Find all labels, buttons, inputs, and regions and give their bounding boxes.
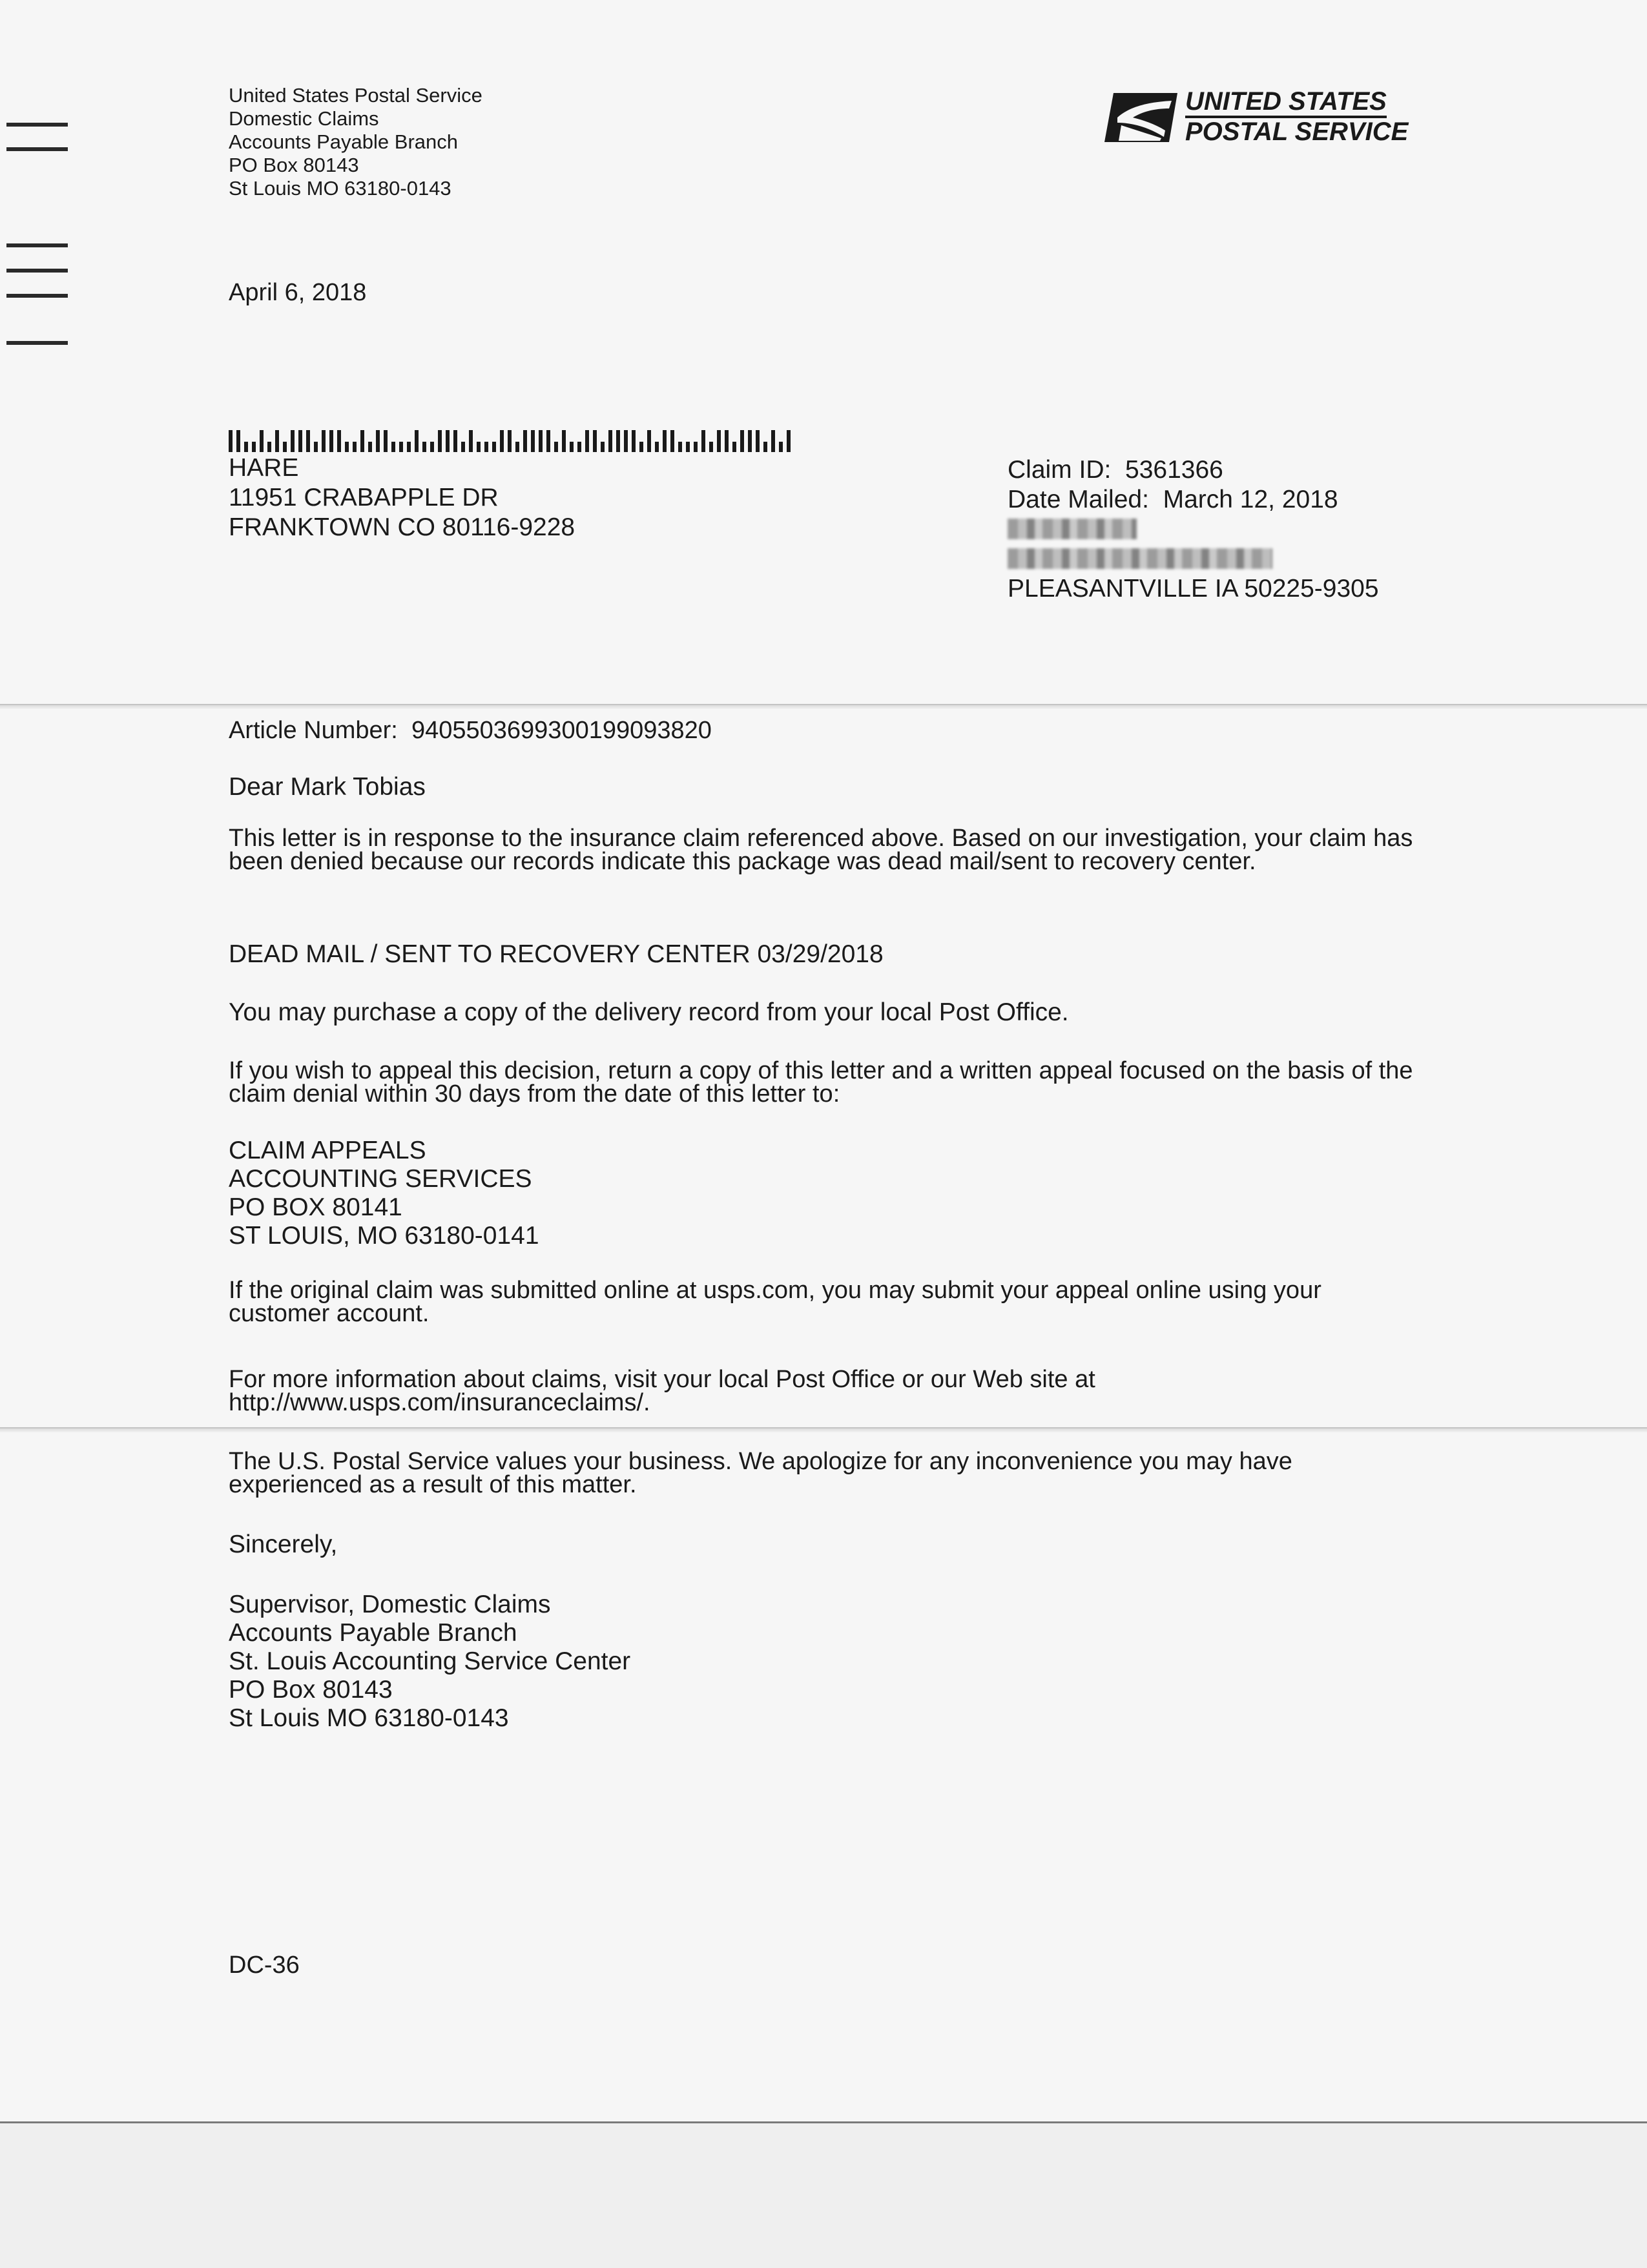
barcode-bar bbox=[477, 442, 481, 452]
paragraph-delivery-record: You may purchase a copy of the delivery record from your local Post Office. bbox=[229, 998, 1069, 1026]
barcode-bar bbox=[345, 442, 349, 452]
usps-logo bbox=[1104, 87, 1409, 146]
paragraph-status: DEAD MAIL / SENT TO RECOVERY CENTER 03/29/2018 bbox=[229, 940, 884, 968]
appeals-address bbox=[229, 1137, 539, 1250]
barcode-bar bbox=[670, 430, 674, 452]
barcode-bar bbox=[756, 430, 760, 452]
signature-line: Accounts Payable Branch bbox=[229, 1619, 517, 1647]
barcode-bar bbox=[446, 430, 450, 452]
letter-date: April 6, 2018 bbox=[229, 279, 367, 306]
barcode-bar bbox=[601, 442, 605, 452]
logo-line-1: UNITED STATES bbox=[1185, 88, 1387, 118]
closing: Sincerely, bbox=[229, 1531, 338, 1558]
barcode-bar bbox=[593, 430, 597, 452]
paragraph-appeal: If you wish to appeal this decision, return a copy of this letter and a written appeal focused on the basis of the claim denial within 30 days from the date of this letter to: bbox=[229, 1057, 1413, 1108]
barcode-bar bbox=[678, 442, 682, 452]
barcode-bar bbox=[399, 442, 403, 452]
barcode-bar bbox=[384, 430, 388, 452]
signature-line: PO Box 80143 bbox=[229, 1676, 393, 1704]
barcode-bar bbox=[779, 442, 783, 452]
fold-line bbox=[0, 1427, 1647, 1432]
barcode-bar bbox=[663, 430, 667, 452]
fold-line bbox=[0, 704, 1647, 709]
barcode-bar bbox=[639, 442, 643, 452]
claim-id-row bbox=[1008, 455, 1379, 485]
signature-line: St. Louis Accounting Service Center bbox=[229, 1647, 631, 1675]
barcode-bar bbox=[500, 430, 504, 452]
barcode-bar bbox=[608, 430, 612, 452]
logo-line-2: POSTAL SERVICE bbox=[1185, 118, 1409, 146]
paragraph-online-appeal: If the original claim was submitted online at usps.com, you may submit your appeal online using your customer account. bbox=[229, 1277, 1321, 1327]
barcode-bar bbox=[291, 430, 295, 452]
sorting-mark bbox=[6, 243, 68, 247]
barcode-bar bbox=[314, 442, 318, 452]
date-mailed-row bbox=[1008, 485, 1379, 515]
sender-line: Domestic Claims bbox=[229, 107, 379, 130]
barcode-bar bbox=[748, 430, 752, 452]
signature-block bbox=[229, 1591, 630, 1733]
redaction-block bbox=[1008, 519, 1137, 539]
barcode-bar bbox=[337, 430, 341, 452]
barcode-bar bbox=[469, 430, 473, 452]
barcode-bar bbox=[260, 430, 264, 452]
sender-line: St Louis MO 63180-0143 bbox=[229, 177, 451, 200]
barcode-bar bbox=[236, 430, 240, 452]
barcode-bar bbox=[701, 430, 705, 452]
signature-line: St Louis MO 63180-0143 bbox=[229, 1704, 509, 1732]
barcode-bar bbox=[298, 430, 302, 452]
barcode-bar bbox=[422, 442, 426, 452]
barcode-bar bbox=[492, 442, 496, 452]
scanner-background bbox=[0, 2121, 1647, 2268]
signature-line: Supervisor, Domestic Claims bbox=[229, 1591, 551, 1618]
sender-line: United States Postal Service bbox=[229, 84, 482, 107]
barcode-bar bbox=[415, 430, 419, 452]
barcode-bar bbox=[229, 430, 233, 452]
sorting-mark bbox=[6, 294, 68, 298]
barcode-bar bbox=[275, 430, 279, 452]
sorting-mark bbox=[6, 269, 68, 273]
barcode-bar bbox=[391, 442, 395, 452]
barcode-bar bbox=[624, 430, 628, 452]
paragraph-more-info: For more information about claims, visit your local Post Office or our Web site at http://www.usps.com/insuranceclaims/. bbox=[229, 1366, 1095, 1416]
barcode-bar bbox=[322, 430, 326, 452]
appeals-line: ST LOUIS, MO 63180-0141 bbox=[229, 1222, 539, 1250]
barcode-bar bbox=[283, 442, 287, 452]
barcode-bar bbox=[616, 430, 620, 452]
barcode-bar bbox=[360, 430, 364, 452]
barcode-bar bbox=[787, 430, 791, 452]
barcode-bar bbox=[244, 442, 248, 452]
date-mailed-value: March 12, 2018 bbox=[1163, 486, 1338, 513]
barcode-bar bbox=[453, 430, 457, 452]
postal-barcode bbox=[229, 421, 816, 452]
barcode-bar bbox=[655, 442, 659, 452]
barcode-bar bbox=[577, 442, 581, 452]
barcode-bar bbox=[539, 430, 543, 452]
claim-details bbox=[1008, 455, 1379, 604]
barcode-bar bbox=[267, 442, 271, 452]
sorting-mark bbox=[6, 123, 68, 127]
barcode-bar bbox=[647, 430, 651, 452]
paragraph-apology: The U.S. Postal Service values your business. We apologize for any inconvenience you may have experienced as a result of this matter. bbox=[229, 1448, 1292, 1498]
sender-line: PO Box 80143 bbox=[229, 154, 359, 176]
recipient-line: HARE bbox=[229, 454, 299, 482]
barcode-bar bbox=[484, 442, 488, 452]
sender-line: Accounts Payable Branch bbox=[229, 130, 458, 153]
salutation: Dear Mark Tobias bbox=[229, 773, 426, 801]
barcode-bar bbox=[732, 442, 736, 452]
destination-city: PLEASANTVILLE IA 50225-9305 bbox=[1008, 575, 1379, 603]
barcode-bar bbox=[717, 430, 721, 452]
barcode-bar bbox=[740, 430, 744, 452]
barcode-bar bbox=[763, 442, 767, 452]
barcode-bar bbox=[725, 430, 729, 452]
article-label: Article Number: bbox=[229, 717, 398, 744]
claim-id-label: Claim ID: bbox=[1008, 456, 1112, 484]
sorting-mark bbox=[6, 147, 68, 151]
recipient-address bbox=[229, 453, 575, 542]
barcode-bar bbox=[709, 442, 713, 452]
barcode-bar bbox=[353, 442, 357, 452]
barcode-bar bbox=[771, 430, 775, 452]
barcode-bar bbox=[632, 430, 636, 452]
article-value: 9405503699300199093820 bbox=[411, 717, 712, 744]
paragraph-denial: This letter is in response to the insurance claim referenced above. Based on our investigation, your claim has been denied because our records indicate this package was dead mail/sent to recovery center. bbox=[229, 825, 1413, 875]
barcode-bar bbox=[515, 442, 519, 452]
redacted-street bbox=[1008, 544, 1379, 574]
barcode-bar bbox=[546, 430, 550, 452]
date-mailed-label: Date Mailed: bbox=[1008, 486, 1149, 513]
barcode-bar bbox=[570, 442, 574, 452]
barcode-bar bbox=[531, 430, 535, 452]
recipient-line: 11951 CRABAPPLE DR bbox=[229, 484, 499, 511]
appeals-line: CLAIM APPEALS bbox=[229, 1137, 426, 1164]
recipient-line: FRANKTOWN CO 80116-9228 bbox=[229, 513, 575, 541]
claim-id-value: 5361366 bbox=[1125, 456, 1223, 484]
sorting-mark bbox=[6, 341, 68, 345]
article-number bbox=[229, 717, 712, 745]
eagle-icon bbox=[1104, 92, 1179, 143]
barcode-bar bbox=[694, 442, 698, 452]
barcode-bar bbox=[438, 430, 442, 452]
redaction-block bbox=[1008, 548, 1272, 569]
form-code: DC-36 bbox=[229, 1952, 300, 1979]
barcode-bar bbox=[252, 442, 256, 452]
sender-address bbox=[229, 84, 482, 200]
barcode-bar bbox=[376, 430, 380, 452]
barcode-bar bbox=[329, 430, 333, 452]
barcode-bar bbox=[461, 442, 465, 452]
barcode-bar bbox=[523, 430, 527, 452]
appeals-line: PO BOX 80141 bbox=[229, 1193, 402, 1221]
barcode-bar bbox=[508, 430, 512, 452]
redacted-name bbox=[1008, 515, 1379, 544]
barcode-bar bbox=[686, 442, 690, 452]
appeals-line: ACCOUNTING SERVICES bbox=[229, 1165, 532, 1193]
barcode-bar bbox=[306, 430, 310, 452]
barcode-bar bbox=[368, 442, 372, 452]
barcode-bar bbox=[585, 430, 589, 452]
barcode-bar bbox=[430, 442, 434, 452]
barcode-bar bbox=[554, 442, 558, 452]
barcode-bar bbox=[407, 442, 411, 452]
barcode-bar bbox=[562, 430, 566, 452]
